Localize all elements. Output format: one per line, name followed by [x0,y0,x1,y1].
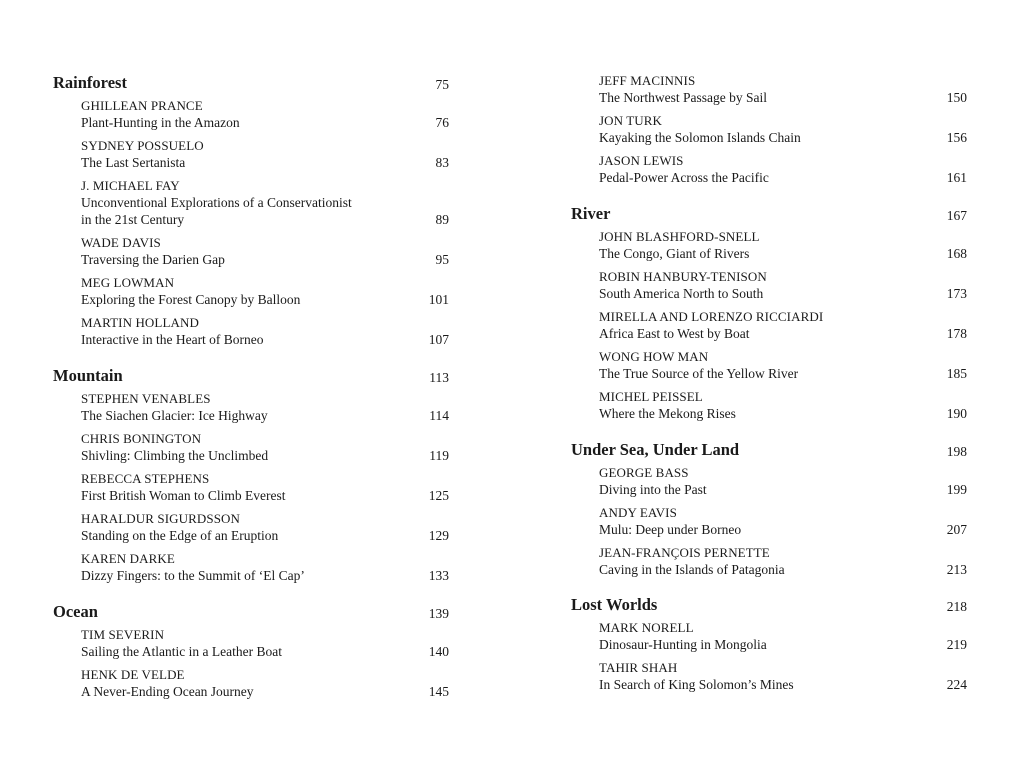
entry-page-number: 185 [946,366,967,381]
entry-page-number: 129 [428,528,449,543]
entry-page-number: 83 [435,155,449,170]
entry-author: GHILLEAN PRANCE [81,98,203,113]
section-heading[interactable] [571,595,967,619]
toc-entry[interactable] [599,504,967,538]
section-title: Mountain [53,366,123,385]
entry-page-number: 178 [946,326,967,341]
entry-author: JON TURK [599,113,663,128]
toc-entry[interactable] [81,274,449,308]
toc-entry[interactable] [81,390,449,424]
toc-entry[interactable] [81,177,449,228]
entry-title: The True Source of the Yellow River [599,366,799,381]
section-heading[interactable] [53,366,449,390]
entry-author: ROBIN HANBURY-TENISON [599,269,767,284]
entry-author: J. MICHAEL FAY [81,178,180,193]
entry-author: MEG LOWMAN [81,275,175,290]
entry-title: Unconventional Explorations of a Conservationist [81,195,352,210]
toc-entry[interactable] [599,388,967,422]
entry-title: Mulu: Deep under Borneo [599,522,742,537]
entry-title: The Siachen Glacier: Ice Highway [81,408,268,423]
entry-author: ANDY EAVIS [599,505,677,520]
entry-page-number: 133 [428,568,449,583]
entry-title: The Congo, Giant of Rivers [599,246,750,261]
toc-entry[interactable] [599,228,967,262]
section-title: Lost Worlds [571,595,658,614]
toc-entry[interactable] [81,234,449,268]
toc-section [571,595,967,699]
toc-entry[interactable] [599,72,967,106]
entry-author: CHRIS BONINGTON [81,431,202,446]
section-title: Rainforest [53,73,127,92]
entry-title: The Last Sertanista [81,155,186,170]
entry-author: JASON LEWIS [599,153,684,168]
toc-section [571,204,967,428]
toc-entry[interactable] [599,112,967,146]
section-title: Under Sea, Under Land [571,440,740,459]
entry-title: South America North to South [599,286,764,301]
entry-title: Shivling: Climbing the Unclimbed [81,448,269,463]
toc-entry[interactable] [599,268,967,302]
entry-title: In Search of King Solomon’s Mines [599,677,794,692]
entry-page-number: 76 [435,115,449,130]
entry-page-number: 213 [946,562,967,577]
entry-page-number: 140 [428,644,449,659]
entry-author: TAHIR SHAH [599,660,678,675]
toc-entry[interactable] [599,464,967,498]
entry-author: JEFF MACINNIS [599,73,696,88]
entry-author: HARALDUR SIGURDSSON [81,511,241,526]
entry-page-number: 114 [429,408,449,423]
toc-entry[interactable] [599,544,967,578]
entry-author: MARK NORELL [599,620,694,635]
section-heading[interactable] [53,602,449,626]
entry-title: First British Woman to Climb Everest [81,488,286,503]
entry-author: JOHN BLASHFORD-SNELL [599,229,760,244]
entry-page-number: 107 [428,332,449,347]
entry-author: WADE DAVIS [81,235,161,250]
entry-title: in the 21st Century [81,212,185,227]
entry-page-number: 161 [946,170,967,185]
toc-section [53,366,449,590]
section-page-number: 167 [946,208,967,223]
entry-page-number: 145 [428,684,449,699]
toc-entry[interactable] [599,659,967,693]
entry-title: Dinosaur-Hunting in Mongolia [599,637,767,652]
entry-page-number: 156 [946,130,967,145]
section-title: Ocean [53,602,98,621]
entry-author: REBECCA STEPHENS [81,471,210,486]
toc-entry[interactable] [81,550,449,584]
section-page-number: 218 [946,599,967,614]
entry-title: Pedal-Power Across the Pacific [599,170,769,185]
toc-section [53,602,449,706]
entry-page-number: 173 [946,286,967,301]
entry-author: SYDNEY POSSUELO [81,138,204,153]
entry-title: Dizzy Fingers: to the Summit of ‘El Cap’ [81,568,305,583]
entry-page-number: 125 [428,488,449,503]
toc-section [571,72,967,192]
entry-page-number: 119 [429,448,449,463]
entry-page-number: 199 [946,482,967,497]
section-title: River [571,204,611,223]
section-page-number: 198 [946,444,967,459]
entry-page-number: 224 [946,677,967,692]
toc-entry[interactable] [81,137,449,171]
section-heading[interactable] [571,204,967,228]
entry-title: A Never-Ending Ocean Journey [81,684,254,699]
entry-author: GEORGE BASS [599,465,689,480]
entry-title: The Northwest Passage by Sail [599,90,767,105]
entry-author: STEPHEN VENABLES [81,391,211,406]
toc-section [53,73,449,354]
toc-entry[interactable] [599,348,967,382]
toc-entry[interactable] [81,314,449,348]
entry-author: TIM SEVERIN [81,627,165,642]
entry-author: MICHEL PEISSEL [599,389,703,404]
toc-entry[interactable] [81,430,449,464]
entry-author: MARTIN HOLLAND [81,315,199,330]
section-heading[interactable] [571,440,967,464]
entry-title: Where the Mekong Rises [599,406,736,421]
entry-title: Interactive in the Heart of Borneo [81,332,264,347]
entry-title: Standing on the Edge of an Eruption [81,528,279,543]
entry-title: Kayaking the Solomon Islands Chain [599,130,801,145]
toc-section [571,440,967,584]
toc-entry[interactable] [81,626,449,660]
entry-title: Africa East to West by Boat [599,326,750,341]
toc-entry[interactable] [81,510,449,544]
entry-page-number: 101 [428,292,449,307]
entry-page-number: 207 [946,522,967,537]
toc-entry[interactable] [599,619,967,653]
entry-author: MIRELLA AND LORENZO RICCIARDI [599,309,824,324]
entry-title: Caving in the Islands of Patagonia [599,562,785,577]
entry-page-number: 95 [435,252,449,267]
toc-entry[interactable] [81,470,449,504]
entry-page-number: 219 [946,637,967,652]
section-page-number: 139 [428,606,449,621]
entry-title: Traversing the Darien Gap [81,252,225,267]
toc-entry[interactable] [81,666,449,700]
entry-title: Diving into the Past [599,482,707,497]
entry-author: JEAN-FRANÇOIS PERNETTE [599,545,770,560]
toc-entry[interactable] [599,308,967,342]
entry-page-number: 150 [946,90,967,105]
entry-page-number: 89 [435,212,449,227]
section-heading[interactable] [53,73,449,97]
section-page-number: 75 [435,77,449,92]
toc-entry[interactable] [599,152,967,186]
entry-title: Sailing the Atlantic in a Leather Boat [81,644,282,659]
entry-page-number: 190 [946,406,967,421]
entry-title: Plant-Hunting in the Amazon [81,115,240,130]
entry-author: WONG HOW MAN [599,349,709,364]
entry-author: KAREN DARKE [81,551,175,566]
toc-entry[interactable] [81,97,449,131]
section-page-number: 113 [429,370,449,385]
entry-page-number: 168 [946,246,967,261]
entry-author: HENK DE VELDE [81,667,185,682]
entry-title: Exploring the Forest Canopy by Balloon [81,292,301,307]
